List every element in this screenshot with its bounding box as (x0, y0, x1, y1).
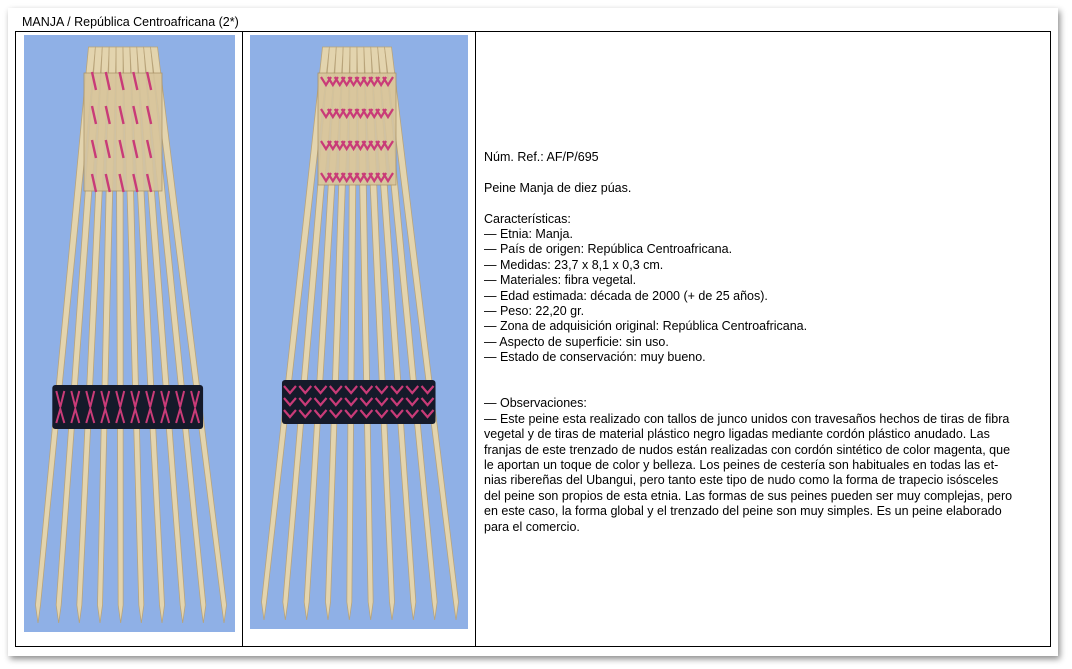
observations-heading: — Observaciones: (484, 396, 587, 411)
observation-line: le aportan un toque de color y belleza. Los peines de cestería son habituales en todas las et- (484, 458, 999, 473)
characteristic-item: — Estado de conservación: muy bueno. (484, 350, 706, 365)
observation-line: para el comercio. (484, 519, 580, 534)
characteristic-item: — Edad estimada: década de 2000 (+ de 25 años). (484, 288, 768, 303)
characteristics-heading: Características: (484, 211, 571, 226)
characteristic-item: — Aspecto de superficie: sin uso. (484, 334, 669, 349)
observation-line: del peine son propios de esta etnia. Las formas de sus peines pueden ser muy complejas, pero (484, 488, 1013, 503)
document-sheet (8, 8, 1058, 656)
observation-line: vegetal y de tiras de material plástico negro ligadas mediante cordón plástico anudado. Las (484, 427, 990, 442)
characteristics-list (484, 227, 1044, 366)
observation-line: — Este peine esta realizado con tallos de junco unidos con travesaños hechos de tiras de fibra (484, 411, 1010, 426)
comb-head (84, 73, 162, 191)
record-table (15, 31, 1051, 647)
item-description: Peine Manja de diez púas. (484, 180, 632, 195)
observations-text (484, 412, 1046, 535)
page-title: MANJA / República Centroafricana (2*) (22, 15, 239, 29)
photo-cell-front (16, 32, 243, 646)
observation-line: nias ribereñas del Ubangui, pero tanto este tipo de nudo como la forma de trapecio isósceles (484, 473, 999, 488)
characteristic-item: — País de origen: República Centroafricana. (484, 242, 733, 257)
characteristic-item: — Medidas: 23,7 x 8,1 x 0,3 cm. (484, 257, 664, 272)
observation-line: en este caso, la forma global y el trenzado del peine son muy simples. Es un peine elaborado (484, 504, 1002, 519)
characteristic-item: — Materiales: fibra vegetal. (484, 273, 637, 288)
photo-cell-back (243, 32, 476, 646)
characteristic-item: — Etnia: Manja. (484, 227, 573, 241)
comb-illustration-back (250, 35, 468, 629)
characteristic-item: — Zona de adquisición original: República Centroafricana. (484, 319, 808, 334)
observation-line: franjas de este trenzado de nudos están realizadas con cordón sintético de color magenta, que (484, 442, 1011, 457)
comb-head (318, 73, 396, 185)
description-cell (476, 32, 1050, 646)
comb-photo-back (250, 35, 468, 629)
comb-illustration-front (24, 35, 235, 632)
reference-number: Núm. Ref.: AF/P/695 (484, 150, 599, 164)
record-text (484, 150, 1044, 535)
characteristic-item: — Peso: 22,20 gr. (484, 304, 585, 319)
comb-photo-front (24, 35, 235, 632)
